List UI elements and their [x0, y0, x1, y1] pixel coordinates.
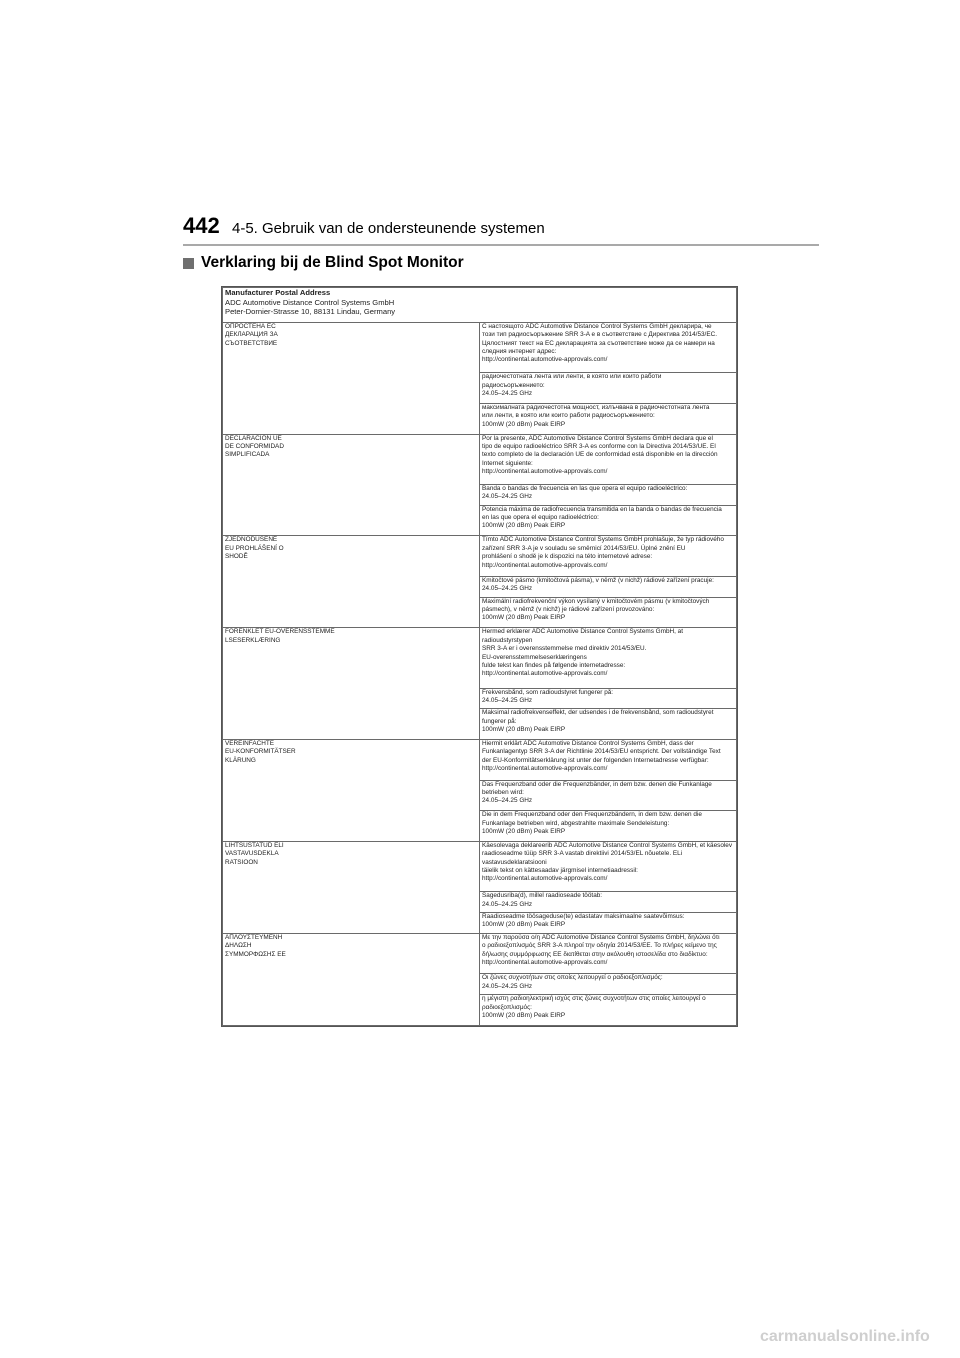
declaration-text-line: der EU-Konformitätserklärung ist unter der folgenden Internetadresse verfügbar:	[482, 756, 709, 764]
declaration-text-line: следния интернет адрес:	[482, 348, 557, 356]
section-title: Verklaring bij de Blind Spot Monitor	[201, 254, 464, 271]
language-label	[223, 841, 480, 933]
language-label	[223, 628, 480, 740]
declaration-row	[223, 628, 737, 688]
declaration-text-line: 100mW (20 dBm) Peak EIRP	[482, 614, 566, 622]
declaration-text-line: texto completo de la declaración UE de conformidad está disponible en la dirección	[482, 451, 718, 459]
header-divider	[183, 244, 819, 246]
declaration-text-line: ο ραδιοεξοπλισμός SRR 3-A πληροί την οδηγία 2014/53/ΕΕ. Το πλήρες κείμενο της	[482, 942, 717, 950]
declaration-text	[480, 974, 737, 995]
language-label-line: ОПРОСТЕНА ЕС	[225, 322, 276, 330]
declaration-text	[480, 688, 737, 709]
language-label	[223, 434, 480, 536]
declaration-text-line: SRR 3-A er i overensstemmelse med direktiv 2014/53/EU.	[482, 645, 647, 653]
declaration-text	[480, 373, 737, 404]
square-bullet-icon	[183, 258, 194, 269]
declaration-text	[480, 933, 737, 974]
language-label-line: EU PROHLÁŠENÍ O	[225, 544, 284, 552]
declaration-text	[480, 780, 737, 811]
declaration-text-line: 100mW (20 dBm) Peak EIRP	[482, 1011, 566, 1019]
declaration-text	[480, 892, 737, 913]
declaration-text-line: Potencia máxima de radiofrecuencia transmitida en la banda o bandas de frecuencia	[482, 505, 722, 513]
declaration-text-line: Hermed erklærer ADC Automotive Distance Control Systems GmbH, at radioudstyrstypen	[482, 628, 684, 644]
language-label-line: DE CONFORMIDAD	[225, 442, 284, 450]
declaration-text-line: http://continental.automotive-approvals.com/	[482, 670, 608, 678]
declaration-text-line: Hiermit erklärt ADC Automotive Distance Control Systems GmbH, dass der	[482, 740, 694, 747]
language-label-line: СЪОТВЕТСТВИЕ	[225, 339, 278, 347]
manufacturer-line: ADC Automotive Distance Control Systems GmbH	[225, 297, 395, 307]
language-label-line: ZJEDNODUŠENÉ	[225, 536, 278, 544]
declaration-text-line: Tímto ADC Automotive Distance Control Systems GmbH prohlašuje, že typ rádiového	[482, 536, 724, 544]
declaration-row	[223, 536, 737, 577]
declaration-text	[480, 322, 737, 372]
declaration-text-line: 24.05–24.25 GHz	[482, 797, 533, 805]
language-label-line: ДЕКЛАРАЦИЯ ЗА	[225, 331, 278, 339]
declaration-text-line: vastavusdeklaratsiooni	[482, 858, 547, 866]
declaration-text-line: или ленти, в която или които работи радиосъоръжението:	[482, 412, 655, 420]
declaration-text-line: http://continental.automotive-approvals.com/	[482, 468, 608, 476]
declaration-text	[480, 597, 737, 628]
declaration-text-line: EU-overensstemmelseserklæringens	[482, 653, 587, 661]
declaration-text-line: η μέγιστη ραδιοηλεκτρική ισχύς στις ζώνες συχνοτήτων στις οποίες λειτουργεί ο	[482, 995, 706, 1003]
declaration-text-line: http://continental.automotive-approvals.com/	[482, 356, 608, 364]
language-label-line: ΔΗΛΩΣΗ	[225, 942, 252, 950]
declaration-text	[480, 505, 737, 536]
language-label-line: FORENKLET EU-OVERENSSTEMME	[225, 628, 335, 636]
declaration-text-line: 100mW (20 dBm) Peak EIRP	[482, 420, 566, 428]
language-label-line: LSESERKLÆRING	[225, 636, 281, 644]
declaration-text-line: pásmech), v němž (v nichž) je rádiové zařízení provozováno:	[482, 606, 655, 614]
declaration-table	[222, 287, 737, 1026]
language-label-line: KLÄRUNG	[225, 756, 256, 764]
declaration-text-line: Banda o bandas de frecuencia en las que opera el equipo radioeléctrico:	[482, 484, 688, 492]
declaration-text-line: Internet siguiente:	[482, 459, 533, 467]
declaration-row	[223, 322, 737, 372]
declaration-text-line: С настоящото ADC Automotive Distance Control Systems GmbH декларира, че	[482, 322, 712, 330]
declaration-text-line: zařízení SRR 3-A je v souladu se směrnicí 2014/53/EU. Úplné znění EU	[482, 544, 686, 552]
declaration-text-line: максималната радиочестотна мощност, излъчвана в радиочестотната лента	[482, 403, 710, 411]
declaration-text	[480, 403, 737, 434]
declaration-text-line: радиочестотната лента или ленти, в която или които работи	[482, 373, 662, 381]
language-label-line: DECLARACIÓN UE	[225, 434, 282, 442]
declaration-text-line: http://continental.automotive-approvals.com/	[482, 959, 608, 967]
declaration-text-line: 100mW (20 dBm) Peak EIRP	[482, 726, 566, 734]
declaration-text-line: tipo de equipo radioeléctrico SRR 3-A es conforme con la Directiva 2014/53/UE. El	[482, 442, 716, 450]
declaration-text-line: 24.05–24.25 GHz	[482, 696, 533, 704]
language-label-line: LIHTSUSTATUD ELI	[225, 841, 284, 849]
declaration-text-line: Sagedusriba(d), millel raadioseade töötab:	[482, 892, 603, 900]
declaration-text-line: Die in dem Frequenzband oder den Frequenzbändern, in dem bzw. denen die	[482, 811, 702, 819]
declaration-image	[221, 286, 738, 1027]
declaration-text-line: 24.05–24.25 GHz	[482, 493, 533, 501]
declaration-text-line: 24.05–24.25 GHz	[482, 900, 533, 908]
declaration-row	[223, 933, 737, 974]
declaration-text-line: 100mW (20 dBm) Peak EIRP	[482, 522, 566, 530]
declaration-text-line: http://continental.automotive-approvals.com/	[482, 561, 608, 569]
language-label	[223, 322, 480, 434]
declaration-text	[480, 536, 737, 577]
declaration-text-line: Raadioseadme töösageduse(te) edastatav maksimaalne saatevõimsus:	[482, 913, 685, 920]
chapter-title: 4-5. Gebruik van de ondersteunende systemen	[232, 220, 545, 237]
declaration-text-line: Kmitočtové pásmo (kmitočtová pásma), v němž (v nichž) rádiové zařízení pracuje:	[482, 576, 714, 584]
language-label-line: ΑΠΛΟΥΣΤΕΥΜΕΝΗ	[225, 933, 283, 941]
declaration-text-line: fulde tekst kan findes på følgende internetadresse:	[482, 661, 626, 669]
language-label	[223, 933, 480, 1025]
declaration-text-line: http://continental.automotive-approvals.com/	[482, 765, 608, 773]
declaration-text-line: 24.05–24.25 GHz	[482, 389, 533, 397]
language-label-line: VEREINFACHTE	[225, 740, 275, 747]
declaration-text	[480, 913, 737, 934]
declaration-text-line: радиосъоръжението:	[482, 381, 545, 389]
declaration-text-line: Maximální radiofrekvenční výkon vysílaný v kmitočtovém pásmu (v kmitočtových	[482, 597, 710, 605]
declaration-text-line: Funkanlagentyp SRR 3-A der Richtlinie 2014/53/EU entspricht. Der vollständige Text	[482, 748, 721, 756]
declaration-text-line: fungerer på:	[482, 717, 517, 725]
declaration-text-line: raadioseadme tüüp SRR 3-A vastab direktiivi 2014/53/EL nõuetele. ELi	[482, 850, 683, 858]
declaration-text-line: http://continental.automotive-approvals.com/	[482, 875, 608, 883]
declaration-text-line: 24.05–24.25 GHz	[482, 982, 533, 990]
language-label-line: SIMPLIFICADA	[225, 451, 270, 459]
declaration-text	[480, 841, 737, 891]
watermark: carmanualsonline.info	[760, 1328, 930, 1345]
declaration-text	[480, 740, 737, 781]
declaration-text-line: 100mW (20 dBm) Peak EIRP	[482, 921, 566, 929]
declaration-text-line: Das Frequenzband oder die Frequenzbänder, in dem bzw. denen die Funkanlage	[482, 780, 712, 788]
declaration-text	[480, 811, 737, 842]
language-label-line: ΣΥΜΜΟΡΦΩΣΗΣ ΕΕ	[225, 950, 286, 958]
declaration-row	[223, 841, 737, 891]
declaration-text-line: Frekvensbånd, som radioudstyret fungerer på:	[482, 688, 614, 696]
declaration-text-line: prohlášení o shodě je k dispozici na této internetové adrese:	[482, 553, 653, 561]
language-label-line: EU-KONFORMITÄTSER	[225, 748, 296, 756]
declaration-text-line: 24.05–24.25 GHz	[482, 585, 533, 593]
manufacturer-line: Peter-Dornier-Strasse 10, 88131 Lindau, Germany	[225, 307, 396, 317]
declaration-text-line: Funkanlage betrieben wird, abgestrahlte maximale Sendeleistung:	[482, 819, 670, 827]
language-label	[223, 536, 480, 628]
declaration-text-line: ραδιοεξοπλισμός:	[482, 1003, 532, 1011]
declaration-text-line: 100mW (20 dBm) Peak EIRP	[482, 827, 566, 835]
declaration-text	[480, 628, 737, 688]
declaration-text-line: този тип радиосъоръжение SRR 3-A е в съответствие с Директива 2014/53/ЕС.	[482, 331, 717, 339]
declaration-text-line: Maksimal radiofrekvenseffekt, der udsendes i de frekvensbånd, som radioudstyret	[482, 709, 714, 717]
page-number: 442	[183, 213, 220, 238]
declaration-text-line: täielik tekst on kättesaadav järgmisel internetiaadressil:	[482, 867, 638, 875]
manufacturer-address	[223, 288, 737, 323]
declaration-text-line: Цялостният текст на ЕС декларацията за съответствие може да се намери на	[482, 339, 715, 347]
declaration-text-line: betrieben wird:	[482, 788, 524, 796]
declaration-text	[480, 995, 737, 1026]
section-heading	[183, 254, 464, 272]
declaration-text-line: δήλωσης συμμόρφωσης ΕΕ διατίθεται στην ακόλουθη ιστοσελίδα στο διαδίκτυο:	[482, 950, 708, 958]
declaration-text-line: Por la presente, ADC Automotive Distance Control Systems GmbH declara que el	[482, 434, 713, 442]
manufacturer-line: Manufacturer Postal Address	[225, 288, 331, 297]
language-label	[223, 740, 480, 842]
declaration-text-line: Οι ζώνες συχνοτήτων στις οποίες λειτουργεί ο ραδιοεξοπλισμός:	[482, 974, 663, 982]
language-label-line: VASTAVUSDEKLA	[225, 850, 279, 858]
language-label-line: RATSIOON	[225, 858, 258, 866]
manufacturer-row	[223, 288, 737, 323]
declaration-row	[223, 434, 737, 484]
declaration-text	[480, 434, 737, 484]
declaration-row	[223, 740, 737, 781]
language-label-line: SHODĚ	[225, 553, 248, 561]
declaration-text	[480, 709, 737, 740]
declaration-text	[480, 576, 737, 597]
declaration-text-line: en las que opera el equipo radioeléctrico:	[482, 514, 599, 522]
declaration-text-line: Με την παρούσα ο/η ADC Automotive Distance Control Systems GmbH, δηλώνει ότι	[482, 933, 720, 941]
declaration-text	[480, 484, 737, 505]
declaration-text-line: Käesolevaga deklareerib ADC Automotive Distance Control Systems GmbH, et käesolev	[482, 841, 733, 849]
